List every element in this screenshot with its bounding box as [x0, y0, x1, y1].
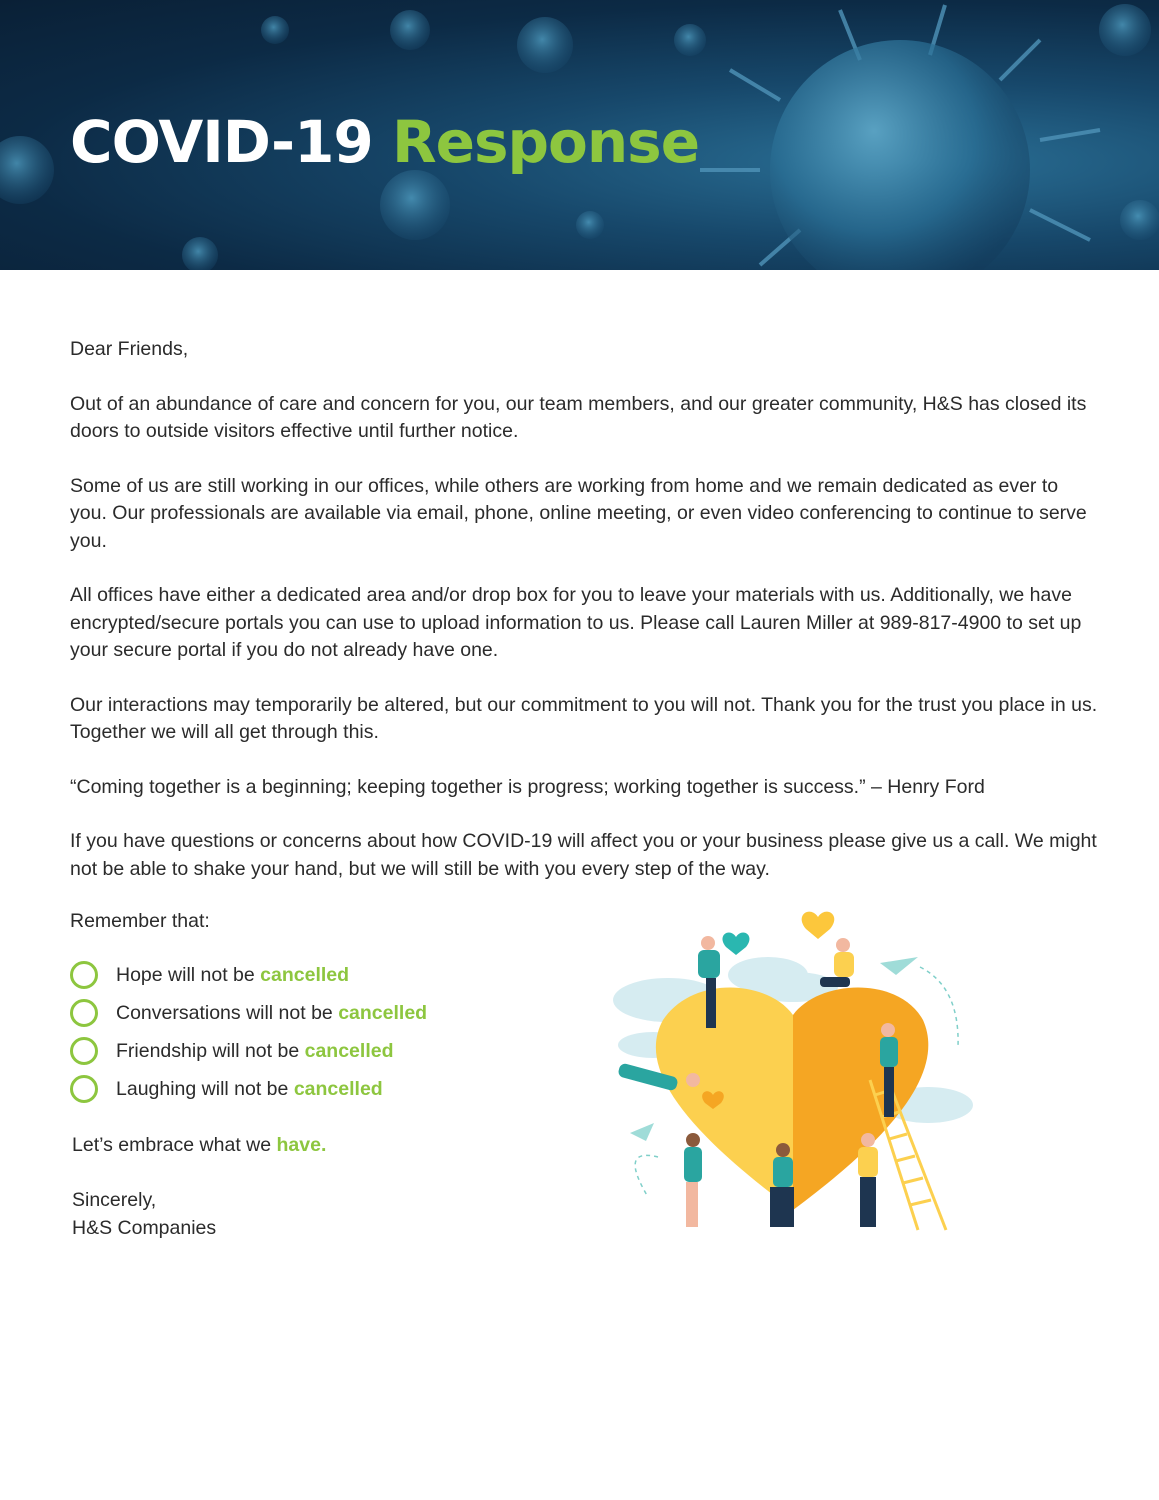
list-item — [70, 1070, 427, 1108]
heart-team-illustration-icon — [598, 905, 983, 1235]
list-item-text: Friendship will not be — [116, 1039, 300, 1062]
signature-block — [72, 1187, 216, 1242]
embrace-line — [72, 1132, 326, 1159]
closing: Sincerely, — [72, 1189, 157, 1211]
list-item — [70, 956, 427, 994]
list-item-accent: cancelled — [293, 1077, 383, 1100]
signature: H&S Companies — [72, 1216, 217, 1239]
list-item-text: Hope will not be — [116, 963, 255, 986]
letter-body — [70, 336, 1100, 910]
circle-bullet-icon — [70, 1037, 98, 1065]
list-item — [70, 1032, 427, 1070]
circle-bullet-icon — [70, 1075, 98, 1103]
circle-bullet-icon — [70, 999, 98, 1027]
quote: “Coming together is a beginning; keeping together is progress; working together is success.” – Henry Ford — [70, 775, 985, 798]
list-item-text: Laughing will not be — [116, 1077, 289, 1100]
paragraph-questions: If you have questions or concerns about how COVID-19 will affect you or your business please give us a call. We might not be able to shake your hand, but we will still be with you every step of the way. — [70, 830, 1097, 880]
circle-bullet-icon — [70, 961, 98, 989]
title-main: COVID-19 — [70, 108, 373, 176]
header-banner — [0, 0, 1159, 270]
page-title — [70, 108, 699, 176]
embrace-accent: have. — [276, 1134, 327, 1156]
list-item — [70, 994, 427, 1032]
greeting: Dear Friends, — [70, 338, 189, 360]
checklist — [70, 956, 427, 1108]
list-item-text: Conversations will not be — [116, 1001, 333, 1024]
list-item-accent: cancelled — [338, 1001, 428, 1024]
list-item-accent: cancelled — [304, 1039, 394, 1062]
paragraph-commitment: Our interactions may temporarily be altered, but our commitment to you will not. Thank you for the trust you place in us. Together we will all get through this. — [70, 693, 1098, 743]
paragraph-working: Some of us are still working in our offices, while others are working from home and we remain dedicated as ever to you. Our professionals are available via email, phone, online meeting, or even video conferencing to continue to serve you. — [70, 474, 1087, 552]
paragraph-closure: Out of an abundance of care and concern for you, our team members, and our greater community, H&S has closed its doors to outside visitors effective until further notice. — [70, 392, 1087, 442]
paragraph-dropbox: All offices have either a dedicated area and/or drop box for you to leave your materials with us. Additionally, we have encrypted/secure portals you can use to upload information to us. Please call Lauren Miller at 989-817-4900 to set up your secure portal if you do not already have one. — [70, 584, 1082, 661]
list-item-accent: cancelled — [260, 963, 350, 986]
remember-label: Remember that: — [70, 910, 210, 932]
title-accent: Response — [392, 108, 700, 176]
embrace-text: Let’s embrace what we — [72, 1134, 272, 1156]
